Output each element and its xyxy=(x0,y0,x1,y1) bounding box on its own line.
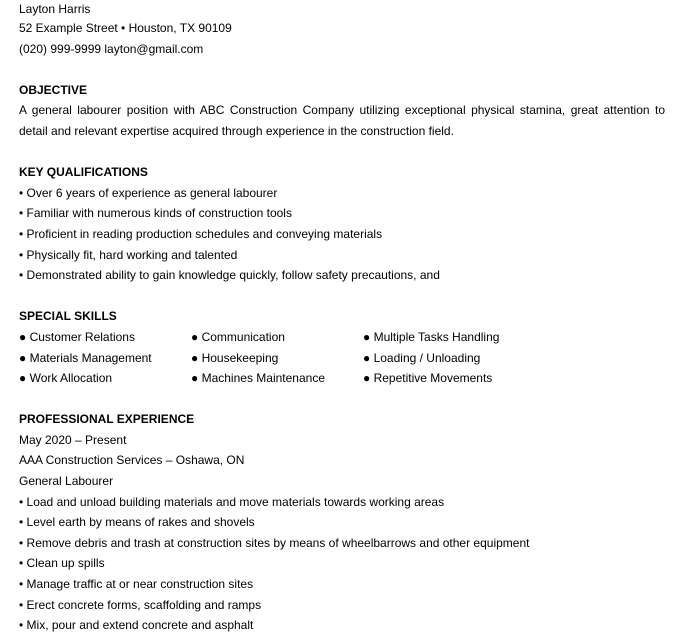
experience-date: May 2020 – Present xyxy=(19,432,127,447)
skill-item: ● Loading / Unloading xyxy=(363,350,481,365)
contact-name: Layton Harris xyxy=(19,2,91,16)
skill-item: ● Customer Relations xyxy=(19,329,135,344)
experience-item: • Erect concrete forms, scaffolding and ramps xyxy=(19,597,262,612)
spacer xyxy=(19,286,665,307)
qualification-item: • Familiar with numerous kinds of construction tools xyxy=(19,206,292,221)
contact-address: 52 Example Street • Houston, TX 90109 xyxy=(19,21,232,35)
resume-document xyxy=(19,0,665,636)
qualifications-heading: KEY QUALIFICATIONS xyxy=(19,165,148,180)
skills-heading: SPECIAL SKILLS xyxy=(19,309,117,324)
skills-grid xyxy=(19,327,665,389)
skill-item: ● Work Allocation xyxy=(19,371,113,386)
experience-title: General Labourer xyxy=(19,474,114,489)
qualification-item: • Physically fit, hard working and talented xyxy=(19,247,238,262)
experience-item: • Mix, pour and extend concrete and asphalt xyxy=(19,618,254,633)
qualification-item: • Proficient in reading production schedules and conveying materials xyxy=(19,226,383,241)
objective-heading: OBJECTIVE xyxy=(19,82,88,97)
skill-item: ● Communication xyxy=(191,329,285,344)
skill-item: ● Materials Management xyxy=(19,350,152,365)
skill-item: ● Housekeeping xyxy=(191,350,279,365)
skill-item: ● Multiple Tasks Handling xyxy=(363,329,500,344)
skill-item: ● Repetitive Movements xyxy=(363,371,493,386)
experience-item: • Load and unload building materials and move materials towards working areas xyxy=(19,494,445,509)
experience-heading: PROFESSIONAL EXPERIENCE xyxy=(19,412,195,427)
objective-text: A general labourer position with ABC Construction Company utilizing exceptional physical stamina, great attention to detail and relevant expertise acquired through experience in the construction field. xyxy=(19,103,665,138)
experience-item: • Clean up spills xyxy=(19,556,105,571)
experience-company: AAA Construction Services – Oshawa, ON xyxy=(19,453,245,468)
spacer xyxy=(19,59,665,80)
spacer xyxy=(19,389,665,410)
experience-item: • Remove debris and trash at construction sites by means of wheelbarrows and other equipment xyxy=(19,535,530,550)
qualification-item: • Over 6 years of experience as general labourer xyxy=(19,185,278,200)
skill-item: ● Machines Maintenance xyxy=(191,371,325,386)
qualification-item: • Demonstrated ability to gain knowledge quickly, follow safety precautions, and xyxy=(19,268,440,283)
contact-phone-email: (020) 999-9999 layton@gmail.com xyxy=(19,41,204,56)
spacer xyxy=(19,142,665,163)
experience-item: • Manage traffic at or near construction sites xyxy=(19,577,254,592)
experience-item: • Level earth by means of rakes and shovels xyxy=(19,515,255,530)
